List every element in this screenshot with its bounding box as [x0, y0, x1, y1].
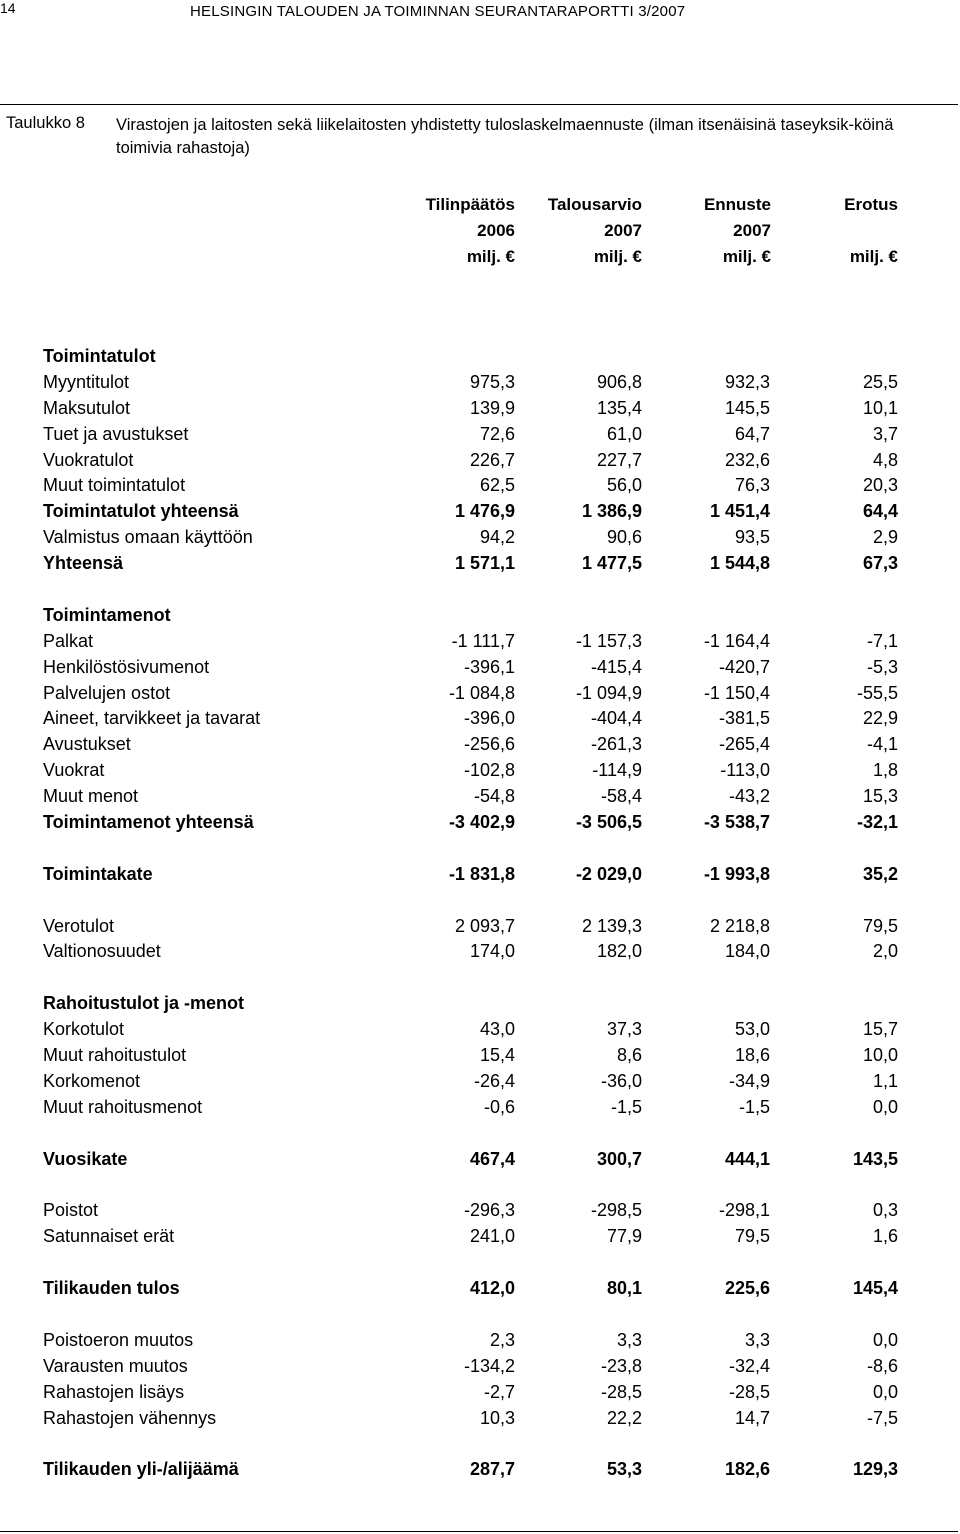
cell-value: 15,3 [862, 786, 898, 807]
cell-value: -54,8 [473, 786, 515, 807]
cell-value: 79,5 [862, 915, 898, 936]
row-label: Muut toimintatulot [43, 475, 186, 496]
cell-value: 1 386,9 [581, 501, 642, 522]
row-label: Henkilöstösivumenot [43, 656, 210, 677]
table-row [43, 1328, 898, 1354]
top-divider [0, 104, 958, 105]
cell-value: -3 538,7 [703, 812, 770, 833]
table-row [43, 914, 898, 940]
spacer-row [43, 836, 898, 862]
row-label: Poistot [43, 1200, 99, 1221]
row-label: Korkomenot [43, 1070, 141, 1091]
cell-value: 53,0 [734, 1019, 770, 1040]
cell-value: -113,0 [720, 760, 770, 781]
cell-value: 25,5 [862, 371, 898, 392]
spacer-row [43, 888, 898, 914]
table-row [43, 1095, 898, 1121]
table-row [43, 1380, 898, 1406]
cell-value: 0,0 [872, 1329, 898, 1350]
cell-value: -261,3 [590, 734, 642, 755]
table-title: Virastojen ja laitosten sekä liikelaitosten yhdistetty tuloslaskelmaennuste (ilman itsenäisinä taseyksik-köinä toimivia rahastoja) [116, 116, 894, 157]
row-label: Satunnaiset erät [43, 1226, 175, 1247]
cell-value: 1 544,8 [709, 553, 770, 574]
table-row [43, 784, 898, 810]
cell-value: 135,4 [596, 397, 642, 418]
cell-value: -404,4 [590, 708, 642, 729]
row-label: Toimintamenot yhteensä [43, 812, 254, 833]
cell-value: -1 111,7 [451, 630, 515, 651]
column-header-name: Erotus [844, 195, 898, 214]
cell-value: 72,6 [479, 423, 515, 444]
table-row [43, 706, 898, 732]
section-heading [43, 603, 898, 629]
row-label: Muut rahoitustulot [43, 1045, 187, 1066]
column-header-year: 2007 [733, 221, 771, 240]
cell-value: 3,3 [616, 1329, 642, 1350]
cell-value: -1 164,4 [703, 630, 770, 651]
cell-value: 76,3 [734, 475, 770, 496]
cell-value: 15,7 [862, 1019, 898, 1040]
cell-value: -43,2 [728, 786, 770, 807]
cell-value: -3 402,9 [448, 812, 515, 833]
table-row [43, 732, 898, 758]
row-label: Vuokratulot [43, 449, 134, 470]
cell-value: 77,9 [606, 1226, 642, 1247]
cell-value: 145,5 [724, 397, 770, 418]
cell-value: 2,0 [872, 941, 898, 962]
table-row [43, 396, 898, 422]
cell-value: 1,8 [872, 760, 898, 781]
cell-value: 53,3 [606, 1459, 642, 1480]
cell-value: 4,8 [872, 449, 898, 470]
cell-value: -420,7 [718, 656, 770, 677]
report-title: HELSINGIN TALOUDEN JA TOIMINNAN SEURANTARAPORTTI 3/2007 [190, 3, 686, 20]
row-label: Toimintamenot [43, 604, 171, 625]
cell-value: 2 218,8 [709, 915, 770, 936]
cell-value: 10,1 [862, 397, 898, 418]
cell-value: -32,1 [856, 812, 898, 833]
spacer-row [43, 1250, 898, 1276]
cell-value: 2,3 [489, 1329, 515, 1350]
column-header-name: Tilinpäätös [425, 195, 515, 214]
table-row [43, 422, 898, 448]
cell-value: 22,2 [606, 1407, 642, 1428]
table-row [43, 1406, 898, 1432]
cell-value: 14,7 [734, 1407, 770, 1428]
cell-value: 37,3 [606, 1019, 642, 1040]
row-label: Tuet ja avustukset [43, 423, 189, 444]
table-row [43, 629, 898, 655]
cell-value: -7,5 [866, 1407, 898, 1428]
cell-value: 2,9 [872, 527, 898, 548]
row-label: Poistoeron muutos [43, 1329, 194, 1350]
row-label: Vuokrat [43, 760, 105, 781]
cell-value: -26,4 [473, 1070, 515, 1091]
table-row [43, 1069, 898, 1095]
column-header-name: Ennuste [703, 195, 771, 214]
table-row [43, 551, 898, 577]
table-row [43, 810, 898, 836]
cell-value: 139,9 [469, 397, 515, 418]
cell-value: -134,2 [463, 1355, 515, 1376]
table-row [43, 525, 898, 551]
row-label: Tilikauden yli-/alijäämä [43, 1459, 239, 1480]
cell-value: -1 157,3 [575, 630, 642, 651]
row-label: Korkotulot [43, 1019, 125, 1040]
cell-value: -256,6 [463, 734, 515, 755]
row-label: Yhteensä [43, 553, 124, 574]
table-row [43, 939, 898, 965]
cell-value: 0,0 [872, 1096, 898, 1117]
row-label: Toimintatulot yhteensä [43, 501, 239, 522]
table-row [43, 1276, 898, 1302]
bottom-divider [0, 1531, 958, 1532]
row-label: Vuosikate [43, 1148, 128, 1169]
cell-value: 182,0 [596, 941, 642, 962]
cell-value: 15,4 [479, 1045, 515, 1066]
cell-value: -1 993,8 [703, 863, 770, 884]
row-label: Toimintakate [43, 863, 153, 884]
cell-value: 1 477,5 [581, 553, 642, 574]
cell-value: 184,0 [724, 941, 770, 962]
cell-value: 64,7 [734, 423, 770, 444]
spacer-row [43, 1173, 898, 1199]
cell-value: 232,6 [724, 449, 770, 470]
cell-value: -296,3 [463, 1200, 515, 1221]
column-header-unit: milj. € [593, 247, 642, 266]
cell-value: 22,9 [862, 708, 898, 729]
row-label: Valtionosuudet [43, 941, 161, 962]
cell-value: -28,5 [600, 1381, 642, 1402]
table-row [43, 1224, 898, 1250]
cell-value: -3 506,5 [575, 812, 642, 833]
cell-value: 241,0 [469, 1226, 515, 1247]
cell-value: -1,5 [610, 1096, 642, 1117]
cell-value: 906,8 [596, 371, 642, 392]
cell-value: 444,1 [724, 1148, 770, 1169]
cell-value: -7,1 [866, 630, 898, 651]
table-row [43, 499, 898, 525]
cell-value: 2 093,7 [454, 915, 515, 936]
cell-value: 61,0 [606, 423, 642, 444]
cell-value: 975,3 [469, 371, 515, 392]
cell-value: 174,0 [469, 941, 515, 962]
spacer-row [43, 1431, 898, 1457]
cell-value: 1 476,9 [454, 501, 515, 522]
cell-value: -381,5 [718, 708, 770, 729]
table-row [43, 1354, 898, 1380]
column-header-year: 2007 [604, 221, 642, 240]
cell-value: -415,4 [590, 656, 642, 677]
spacer-row [43, 1121, 898, 1147]
cell-value: -1 094,9 [575, 682, 642, 703]
cell-value: 43,0 [479, 1019, 515, 1040]
cell-value: -36,0 [600, 1070, 642, 1091]
cell-value: 67,3 [862, 553, 898, 574]
cell-value: -298,1 [718, 1200, 770, 1221]
row-label: Maksutulot [43, 397, 131, 418]
cell-value: 56,0 [606, 475, 642, 496]
table-row [43, 370, 898, 396]
cell-value: 1 451,4 [709, 501, 770, 522]
cell-value: -298,5 [590, 1200, 642, 1221]
income-statement-table [43, 344, 898, 1483]
cell-value: 467,4 [469, 1148, 515, 1169]
cell-value: 129,3 [852, 1459, 898, 1480]
spacer-row [43, 965, 898, 991]
row-label: Muut rahoitusmenot [43, 1096, 203, 1117]
cell-value: -32,4 [728, 1355, 770, 1376]
cell-value: -8,6 [866, 1355, 898, 1376]
cell-value: -23,8 [600, 1355, 642, 1376]
cell-value: 3,7 [872, 423, 898, 444]
cell-value: 1,6 [872, 1226, 898, 1247]
table-row [43, 655, 898, 681]
row-label: Rahoitustulot ja -menot [43, 993, 244, 1014]
cell-value: 1,1 [872, 1070, 898, 1091]
cell-value: 412,0 [469, 1278, 515, 1299]
cell-value: -114,9 [592, 760, 642, 781]
cell-value: -396,1 [463, 656, 515, 677]
cell-value: 79,5 [734, 1226, 770, 1247]
cell-value: 287,7 [469, 1459, 515, 1480]
cell-value: 64,4 [862, 501, 898, 522]
cell-value: 90,6 [606, 527, 642, 548]
cell-value: 932,3 [724, 371, 770, 392]
cell-value: -5,3 [866, 656, 898, 677]
cell-value: 145,4 [852, 1278, 898, 1299]
table-row [43, 1198, 898, 1224]
row-label: Palvelujen ostot [43, 682, 171, 703]
section-heading [43, 344, 898, 370]
cell-value: -396,0 [463, 708, 515, 729]
table-number: Taulukko 8 [6, 114, 85, 132]
spacer-row [43, 1302, 898, 1328]
column-header-year: 2006 [477, 221, 515, 240]
column-header-name: Talousarvio [547, 195, 642, 214]
column-header-unit: milj. € [722, 247, 771, 266]
cell-value: -0,6 [483, 1096, 515, 1117]
cell-value: 18,6 [734, 1045, 770, 1066]
cell-value: 226,7 [469, 449, 515, 470]
cell-value: -55,5 [856, 682, 898, 703]
table-row [43, 448, 898, 474]
table-row [43, 1017, 898, 1043]
cell-value: 62,5 [479, 475, 515, 496]
cell-value: -1,5 [738, 1096, 770, 1117]
row-label: Valmistus omaan käyttöön [43, 527, 253, 548]
cell-value: 182,6 [724, 1459, 770, 1480]
cell-value: 10,0 [862, 1045, 898, 1066]
cell-value: 94,2 [479, 527, 515, 548]
cell-value: -2 029,0 [575, 863, 642, 884]
cell-value: 80,1 [606, 1278, 642, 1299]
cell-value: 0,0 [872, 1381, 898, 1402]
cell-value: 1 571,1 [454, 553, 515, 574]
row-label: Verotulot [43, 915, 115, 936]
row-label: Varausten muutos [43, 1355, 188, 1376]
cell-value: 2 139,3 [581, 915, 642, 936]
cell-value: 300,7 [596, 1148, 642, 1169]
spacer-row [43, 577, 898, 603]
section-heading [43, 991, 898, 1017]
cell-value: -58,4 [600, 786, 642, 807]
page-number: 14 [0, 0, 16, 16]
cell-value: 20,3 [862, 475, 898, 496]
cell-value: 0,3 [872, 1200, 898, 1221]
cell-value: 10,3 [479, 1407, 515, 1428]
cell-value: 227,7 [596, 449, 642, 470]
row-label: Palkat [43, 630, 94, 651]
table-row [43, 1043, 898, 1069]
column-header-unit: milj. € [466, 247, 515, 266]
cell-value: 143,5 [852, 1148, 898, 1169]
table-row [43, 473, 898, 499]
row-label: Myyntitulot [43, 371, 130, 392]
cell-value: -1 831,8 [448, 863, 515, 884]
cell-value: 3,3 [744, 1329, 770, 1350]
cell-value: -2,7 [483, 1381, 515, 1402]
row-label: Rahastojen lisäys [43, 1381, 185, 1402]
cell-value: 225,6 [724, 1278, 770, 1299]
row-label: Rahastojen vähennys [43, 1407, 217, 1428]
table-row [43, 681, 898, 707]
row-label: Toimintatulot [43, 346, 156, 366]
row-label: Tilikauden tulos [43, 1278, 180, 1299]
row-label: Muut menot [43, 786, 139, 807]
column-header-unit: milj. € [849, 247, 898, 266]
cell-value: -34,9 [728, 1070, 770, 1091]
cell-value: -1 084,8 [448, 682, 515, 703]
cell-value: 93,5 [734, 527, 770, 548]
table-row [43, 862, 898, 888]
table-row [43, 758, 898, 784]
table-row [43, 1147, 898, 1173]
cell-value: -102,8 [463, 760, 515, 781]
row-label: Aineet, tarvikkeet ja tavarat [43, 708, 261, 729]
cell-value: 8,6 [616, 1045, 642, 1066]
cell-value: 35,2 [862, 863, 898, 884]
cell-value: -28,5 [728, 1381, 770, 1402]
cell-value: -4,1 [866, 734, 898, 755]
cell-value: -265,4 [718, 734, 770, 755]
table-row [43, 1457, 898, 1483]
row-label: Avustukset [43, 734, 131, 755]
cell-value: -1 150,4 [703, 682, 770, 703]
